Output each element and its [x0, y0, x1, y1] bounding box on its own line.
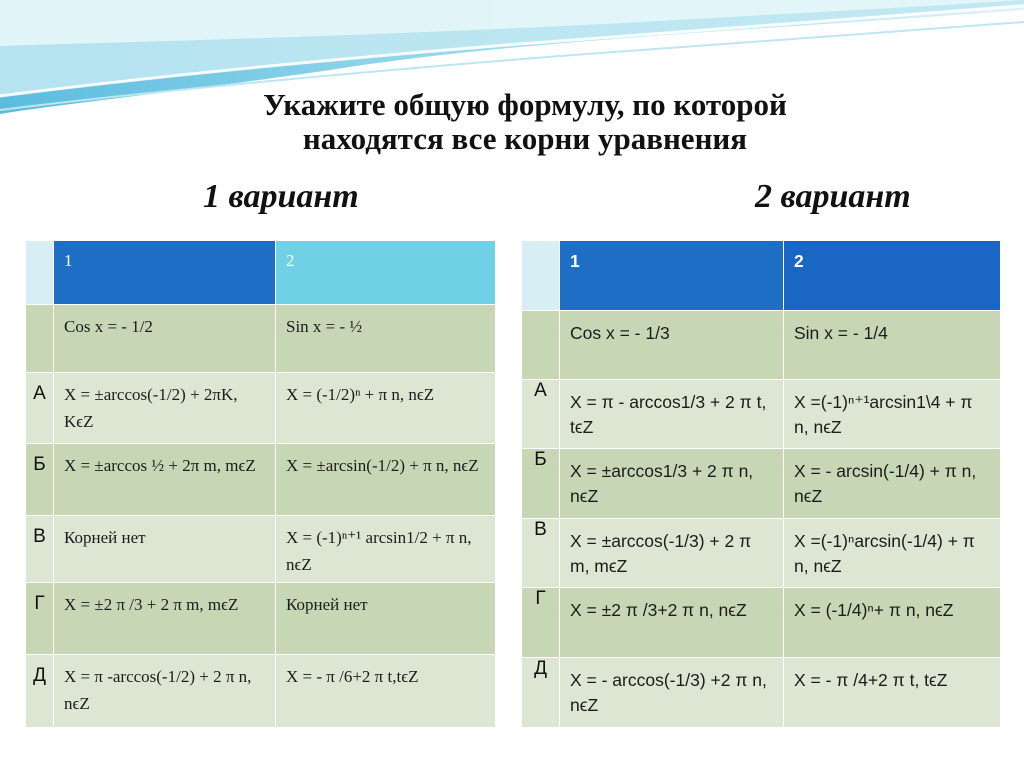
option-letter: А	[26, 373, 54, 444]
table-row	[522, 658, 1001, 728]
header-corner	[522, 241, 560, 311]
option-letter: А	[522, 380, 560, 449]
option-letter: Г	[522, 588, 560, 658]
option-answer-2: Корней нет	[276, 583, 496, 655]
table-header-row	[522, 241, 1001, 311]
option-answer-1: X = π -arccos(-1/2) + 2 π n, nϵZ	[54, 655, 276, 728]
equation-row-label	[26, 305, 54, 373]
equation-row-label	[522, 311, 560, 380]
table-row	[522, 449, 1001, 519]
option-answer-2: X =(-1)ⁿ⁺¹arcsin1\4 + π n, nϵZ	[784, 380, 1001, 449]
header-col-2: 2	[276, 241, 496, 305]
option-answer-2: X = - arcsin(-1/4) + π n, nϵZ	[784, 449, 1001, 519]
option-answer-1: X = ±2 π /3+2 π n, nϵZ	[560, 588, 784, 658]
equation-2: Sin x = - ½	[276, 305, 496, 373]
option-answer-1: X = ±arccos(-1/2) + 2πK, KϵZ	[54, 373, 276, 444]
option-letter: Д	[26, 655, 54, 728]
option-answer-2: X = ±arcsin(-1/2) + π n, nϵZ	[276, 444, 496, 516]
table-row	[522, 588, 1001, 658]
option-answer-2: X =(-1)ⁿarcsin(-1/4) + π n, nϵZ	[784, 519, 1001, 588]
question-heading	[0, 88, 1024, 156]
option-answer-1: X = ±arccos(-1/3) + 2 π m, mϵZ	[560, 519, 784, 588]
header-col-1: 1	[54, 241, 276, 305]
variant-2-table	[521, 240, 1001, 728]
table-row	[26, 373, 496, 444]
option-letter: Б	[522, 449, 560, 519]
option-answer-1: X = ±arccos ½ + 2π m, mϵZ	[54, 444, 276, 516]
header-col-1: 1	[560, 241, 784, 311]
equation-row	[26, 305, 496, 373]
option-answer-1: X = ±2 π /3 + 2 π m, mϵZ	[54, 583, 276, 655]
equation-1: Cos x = - 1/2	[54, 305, 276, 373]
variant-2-label: 2 вариант	[755, 178, 911, 215]
equation-1: Cos x = - 1/3	[560, 311, 784, 380]
table-row	[522, 380, 1001, 449]
option-answer-2: X = (-1)ⁿ⁺¹ arcsin1/2 + π n, nϵZ	[276, 516, 496, 583]
equation-2: Sin x = - 1/4	[784, 311, 1001, 380]
option-letter: Д	[522, 658, 560, 728]
option-answer-1: Корней нет	[54, 516, 276, 583]
variant-1-label: 1 вариант	[203, 178, 359, 215]
table-header-row	[26, 241, 496, 305]
heading-line-1: Укажите общую формулу, по которой	[263, 87, 787, 122]
option-answer-1: X = π - arccos1/3 + 2 π t, tϵZ	[560, 380, 784, 449]
heading-line-2: находятся все корни уравнения	[302, 121, 748, 156]
variant-1-table	[25, 240, 496, 728]
option-answer-2: X = (-1/4)ⁿ+ π n, nϵZ	[784, 588, 1001, 658]
table-row	[26, 444, 496, 516]
option-answer-2: X = - π /6+2 π t,tϵZ	[276, 655, 496, 728]
table-row	[26, 583, 496, 655]
option-answer-1: X = - arccos(-1/3) +2 π n, nϵZ	[560, 658, 784, 728]
header-corner	[26, 241, 54, 305]
option-answer-1: X = ±arccos1/3 + 2 π n, nϵZ	[560, 449, 784, 519]
table-row	[26, 655, 496, 728]
header-col-2: 2	[784, 241, 1001, 311]
table-row	[26, 516, 496, 583]
option-letter: В	[522, 519, 560, 588]
option-answer-2: X = - π /4+2 π t, tϵZ	[784, 658, 1001, 728]
option-letter: В	[26, 516, 54, 583]
equation-row	[522, 311, 1001, 380]
table-row	[522, 519, 1001, 588]
option-letter: Г	[26, 583, 54, 655]
option-answer-2: X = (-1/2)ⁿ + π n, nϵZ	[276, 373, 496, 444]
option-letter: Б	[26, 444, 54, 516]
